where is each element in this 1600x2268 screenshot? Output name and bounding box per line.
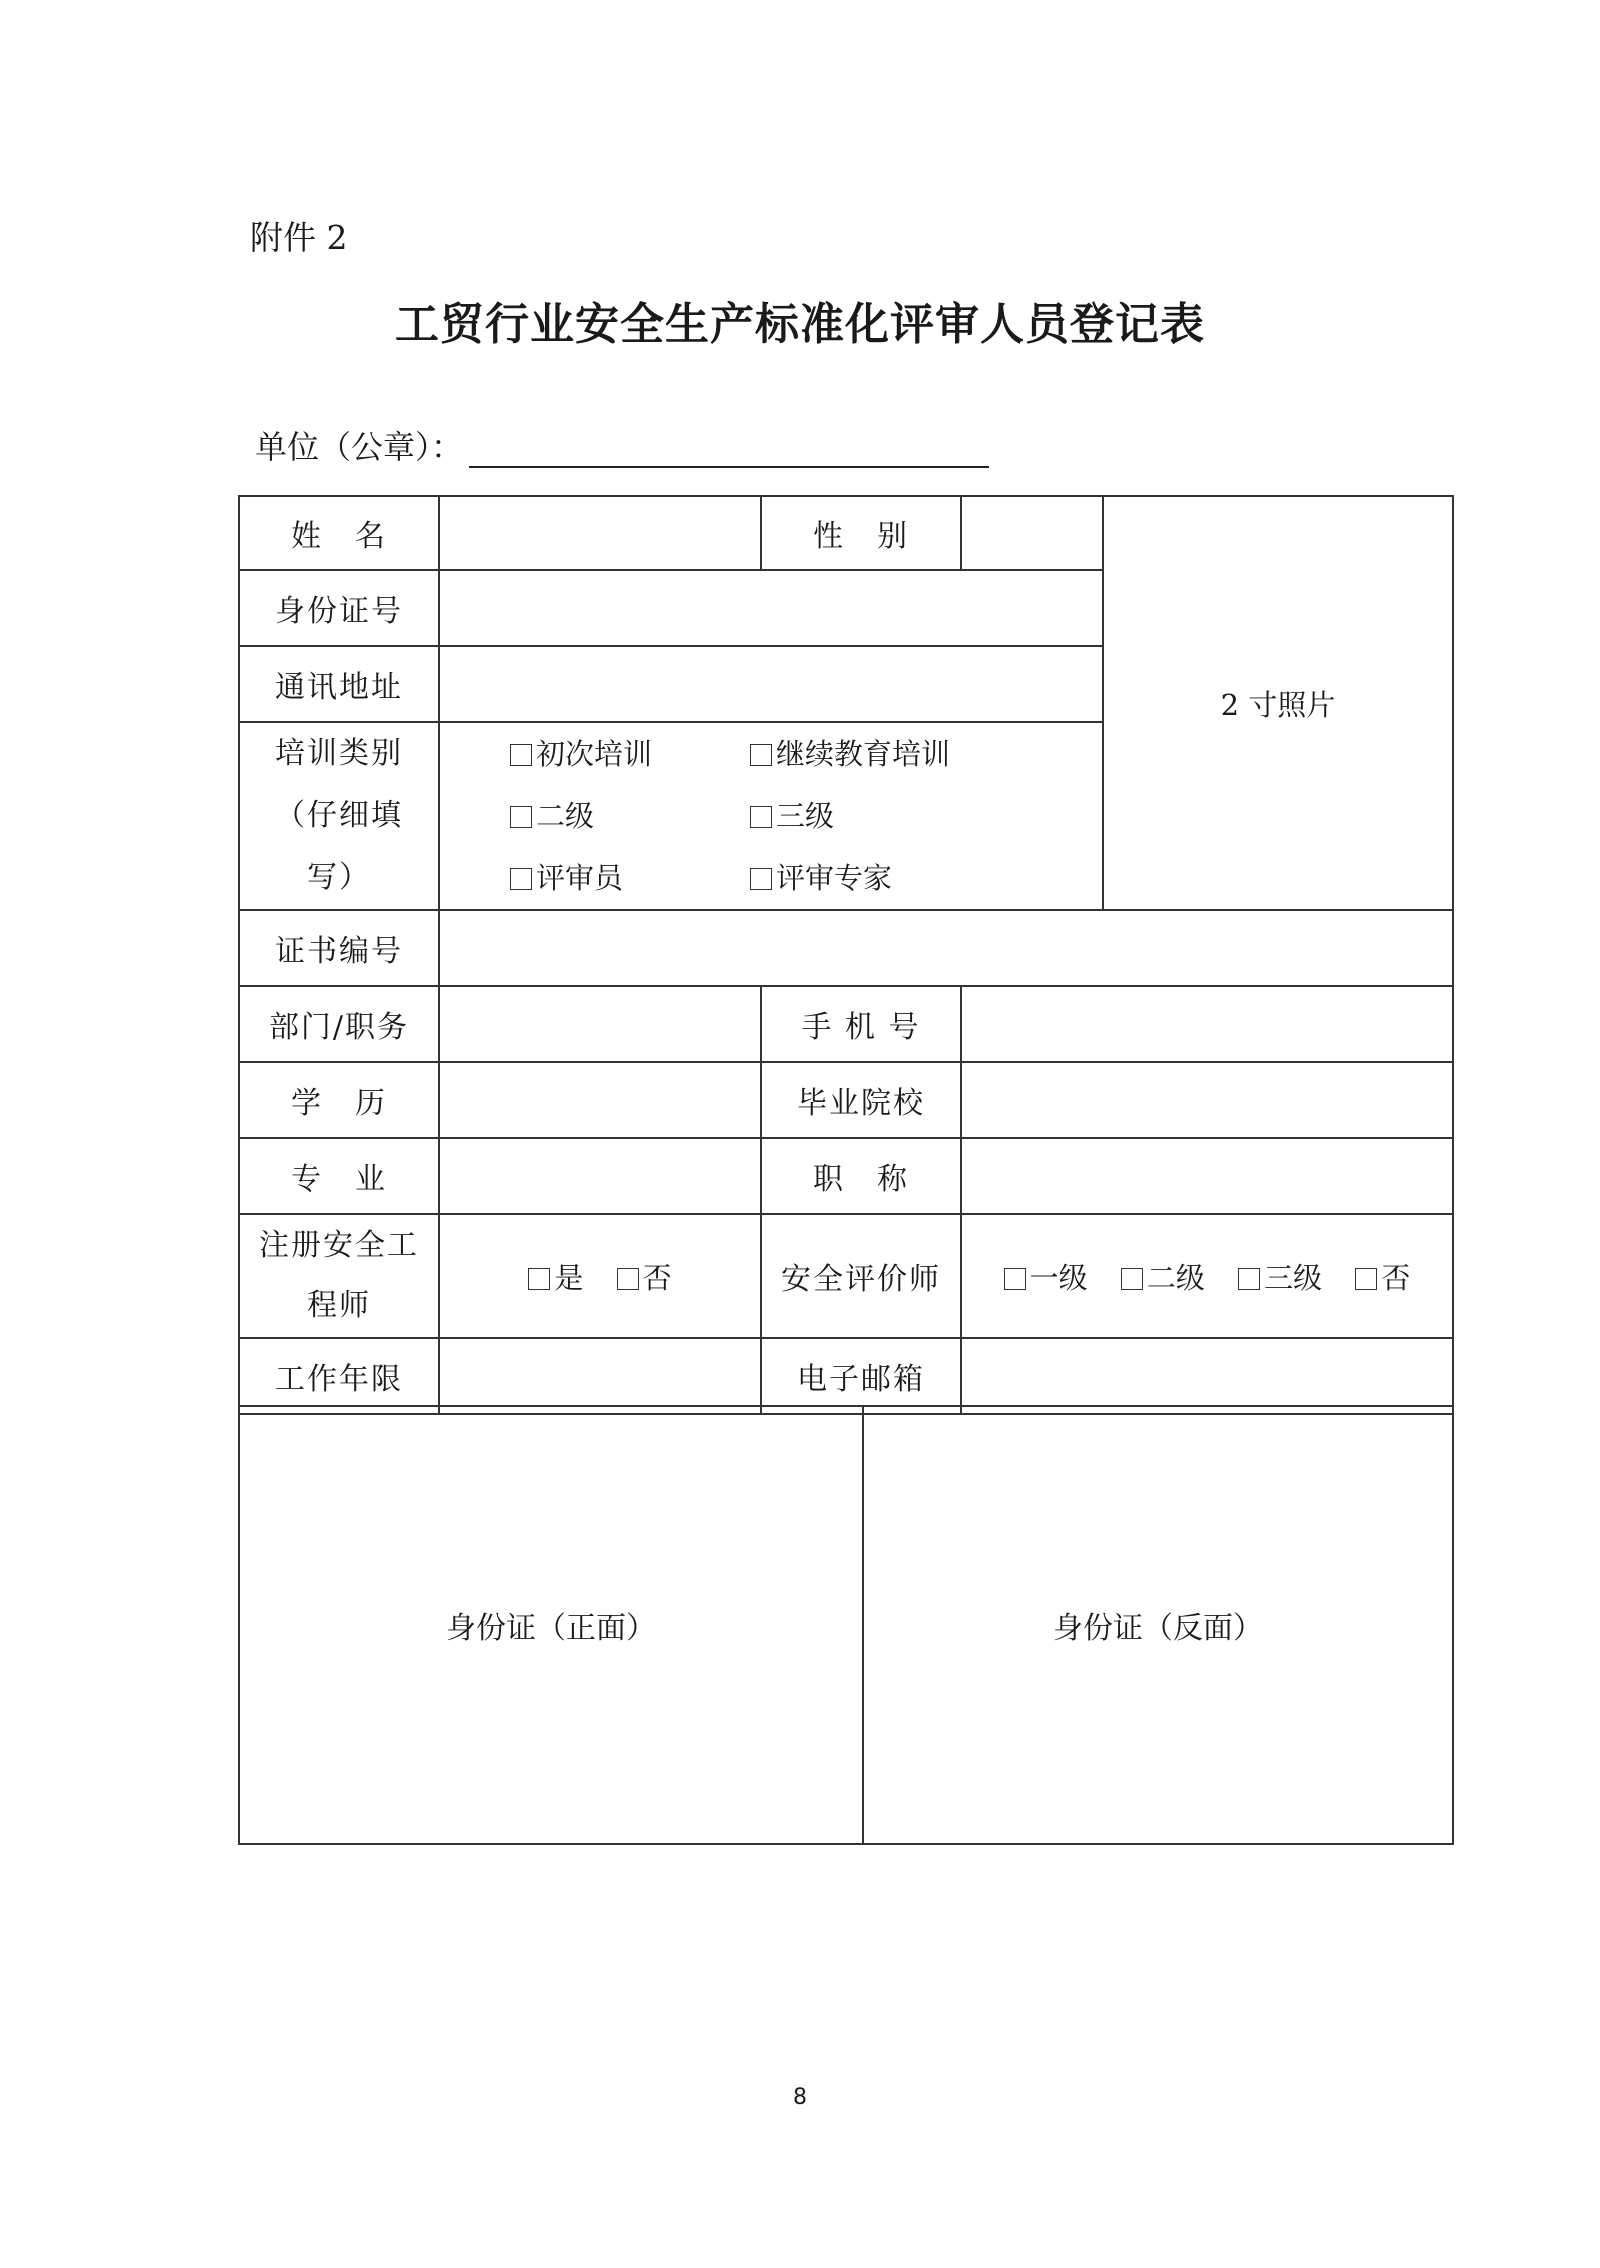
option-reviewer[interactable]: 评审员 xyxy=(510,847,750,909)
id-card-table xyxy=(238,1405,1454,1845)
page-number: 8 xyxy=(793,2085,807,2110)
option-level-2[interactable]: 二级 xyxy=(510,785,750,847)
dept-position-label: 部门/职务 xyxy=(239,986,439,1062)
school-field[interactable] xyxy=(961,1062,1453,1138)
checkbox-icon[interactable] xyxy=(1004,1268,1026,1290)
reg-engineer-options xyxy=(439,1214,761,1338)
gender-label: 性 别 xyxy=(761,496,961,570)
id-number-field[interactable] xyxy=(439,570,1103,646)
unit-input-line[interactable] xyxy=(469,430,989,468)
checkbox-icon[interactable] xyxy=(750,806,772,828)
id-number-label: 身份证号 xyxy=(239,570,439,646)
unit-row xyxy=(255,422,989,468)
mobile-field[interactable] xyxy=(961,986,1453,1062)
work-years-field[interactable] xyxy=(439,1338,761,1414)
option-yes[interactable]: 是 xyxy=(528,1261,583,1295)
training-options xyxy=(439,722,1103,910)
checkbox-icon[interactable] xyxy=(1238,1268,1260,1290)
checkbox-icon[interactable] xyxy=(1121,1268,1143,1290)
checkbox-icon[interactable] xyxy=(750,744,772,766)
unit-label: 单位（公章）： xyxy=(255,428,464,466)
name-field[interactable] xyxy=(439,496,761,570)
email-field[interactable] xyxy=(961,1338,1453,1414)
training-type-label xyxy=(239,722,439,910)
checkbox-icon[interactable] xyxy=(510,868,532,890)
address-field[interactable] xyxy=(439,646,1103,722)
gender-field[interactable] xyxy=(961,496,1103,570)
certificate-no-label: 证书编号 xyxy=(239,910,439,986)
title-rank-field[interactable] xyxy=(961,1138,1453,1214)
safety-evaluator-label: 安全评价师 xyxy=(761,1214,961,1338)
reg-engineer-line-2: 程师 xyxy=(307,1288,371,1323)
certificate-no-field[interactable] xyxy=(439,910,1453,986)
form-title: 工贸行业安全生产标准化评审人员登记表 xyxy=(395,299,1205,350)
id-front-box[interactable]: 身份证（正面） xyxy=(239,1406,863,1844)
option-eval-level-3[interactable]: 三级 xyxy=(1238,1261,1322,1295)
reg-engineer-label xyxy=(239,1214,439,1338)
education-label: 学 历 xyxy=(239,1062,439,1138)
education-field[interactable] xyxy=(439,1062,761,1138)
checkbox-icon[interactable] xyxy=(528,1268,550,1290)
checkbox-icon[interactable] xyxy=(1355,1268,1377,1290)
training-type-line-2: （仔细填 xyxy=(275,798,403,833)
mobile-label: 手 机 号 xyxy=(761,986,961,1062)
evaluator-options xyxy=(961,1214,1453,1338)
option-no[interactable]: 否 xyxy=(617,1261,672,1295)
option-continuing-training[interactable]: 继续教育培训 xyxy=(750,723,950,785)
major-field[interactable] xyxy=(439,1138,761,1214)
checkbox-icon[interactable] xyxy=(617,1268,639,1290)
photo-box[interactable]: 2 寸照片 xyxy=(1103,496,1453,910)
checkbox-icon[interactable] xyxy=(510,744,532,766)
address-label: 通讯地址 xyxy=(239,646,439,722)
option-initial-training[interactable]: 初次培训 xyxy=(510,723,750,785)
school-label: 毕业院校 xyxy=(761,1062,961,1138)
option-level-3[interactable]: 三级 xyxy=(750,785,834,847)
training-type-line-1: 培训类别 xyxy=(275,736,403,771)
option-eval-level-2[interactable]: 二级 xyxy=(1121,1261,1205,1295)
id-back-box[interactable]: 身份证（反面） xyxy=(863,1406,1453,1844)
email-label: 电子邮箱 xyxy=(761,1338,961,1414)
checkbox-icon[interactable] xyxy=(750,868,772,890)
option-eval-level-1[interactable]: 一级 xyxy=(1004,1261,1088,1295)
checkbox-icon[interactable] xyxy=(510,806,532,828)
registration-table xyxy=(238,495,1454,1415)
name-label: 姓 名 xyxy=(239,496,439,570)
option-eval-no[interactable]: 否 xyxy=(1355,1261,1410,1295)
dept-position-field[interactable] xyxy=(439,986,761,1062)
attachment-label: 附件 2 xyxy=(250,218,348,257)
option-review-expert[interactable]: 评审专家 xyxy=(750,847,892,909)
major-label: 专 业 xyxy=(239,1138,439,1214)
work-years-label: 工作年限 xyxy=(239,1338,439,1414)
title-rank-label: 职 称 xyxy=(761,1138,961,1214)
reg-engineer-line-1: 注册安全工 xyxy=(259,1228,419,1263)
training-type-line-3: 写） xyxy=(307,860,371,895)
